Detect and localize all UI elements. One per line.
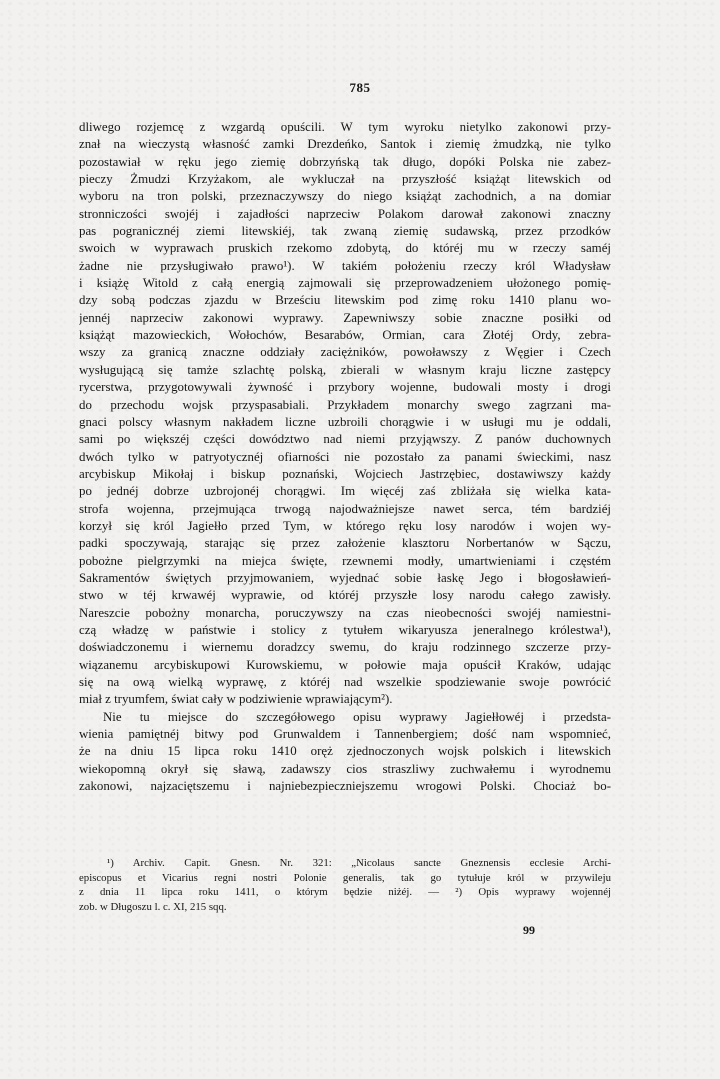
paragraph-end-line: miał z tryumfem, świat cały w podziwienie wprawiającym²). — [79, 692, 393, 707]
text-line: jennéj naprzeciw zakonowi wyprawy. Zapewniwszy sobie znaczne posiłki od — [79, 310, 611, 325]
text-line: doświadczonemu i wiernemu doradzcy swemu, do kraju rodzinnego szczerze przy- — [79, 640, 611, 655]
text-line: pieczy Żmudzi Krzyżakom, ale wykluczał na przyszłość książąt litewskich od — [79, 172, 611, 187]
footnote-line: ¹) Archiv. Capit. Gnesn. Nr. 321: „Nicolaus sancte Gneznensis ecclesie Archi- — [107, 857, 611, 869]
text-line: strofa wojenna, przejmująca trwogą najodważniejsze nawet serca, tém bardziéj — [79, 501, 611, 516]
text-line: i książę Witold z całą energią zajmowali się przeprowadzeniem ułożonego pomię- — [79, 276, 611, 291]
text-line: wszy za granicą znaczne oddziały zaciężników, powoławszy z Węgier i Czech — [79, 345, 611, 360]
text-line: zakonowi, najzaciętszemu i najniebezpieczniejszemu wrogowi Polski. Chociaż bo- — [79, 779, 611, 794]
text-line: stronniczości swojéj i zajadłości naprzeciw Polakom darował zakonowi znaczny — [79, 206, 611, 221]
text-line: czą władzę w państwie i stolicy z tytułem wikaryusza jeneralnego królestwa¹), — [79, 622, 611, 637]
text-line: znał na wieczystą własność zamki Drezdeńko, Santok i ziemię żmudzką, nie tylko — [79, 137, 611, 152]
paragraph-start-line: Nie tu miejsce do szczegółowego opisu wyprawy Jagiełłowéj i przedsta- — [103, 709, 611, 724]
page-number: 785 — [349, 80, 371, 95]
text-line: Sakramentów świętych przyjmowaniem, wyjednać sobie łaskę Jego i błogosławień- — [79, 570, 611, 585]
text-line: dliwego rozjemcę z wzgardą opuścili. W tym wyroku nietylko zakonowi przy- — [79, 120, 611, 134]
footnote-line: zob. w Długoszu l. c. XI, 215 sqq. — [79, 900, 227, 913]
printer-signature-mark: 99 — [523, 923, 535, 937]
text-line: korzył się król Jagiełło przed Tym, w którego ręku losy narodów i wojen wy- — [79, 518, 611, 533]
footnote-line: z dnia 11 lipca roku 1411, o którym będzie niżéj. — ²) Opis wyprawy wojennéj — [79, 886, 611, 898]
text-line: żadne nie przysługiwało prawo¹). W takiém położeniu rzeczy król Władysław — [79, 258, 611, 273]
text-line: wienia pamiętnéj bitwy pod Grunwaldem i Tannenbergiem; dość nam wspomnieć, — [79, 727, 611, 742]
text-line: wiekopomną okrył się sławą, zadawszy cios straszliwy zuchwałemu i wyrodnemu — [79, 761, 611, 776]
text-line: padki spoczywają, starając się przez założenie klasztoru Norbertanów w Sączu, — [79, 536, 611, 551]
text-line: książąt mazowieckich, Wołochów, Besarabów, Ormian, cara Złotéj Ordy, zebra- — [79, 328, 611, 343]
text-line: dwóch tylko w patryotycznéj ofiarności nie pozostało za panami świeckimi, nasz — [79, 449, 611, 464]
text-line: pobożne pielgrzymki na miejca święte, rzewnemi modły, umartwieniami i częstém — [79, 553, 611, 568]
text-line: arcybiskup Mikołaj i biskup poznański, Wojciech Jastrzębiec, dostawiwszy każdy — [79, 466, 611, 481]
text-line: po jednéj dobrze uzbrojonéj chorągwi. Im więcéj zaś zbliżała się wielka kata- — [79, 484, 611, 499]
text-line: sami po większéj części dowództwo nad niemi przyjąwszy. Z panów duchownych — [79, 432, 611, 447]
text-line: pas pogranicznéj ziemi litewskiéj, tak zwaną ziemię sudawską, przez przodków — [79, 224, 611, 239]
footnote-line: episcopus et Vicarius regni nostri Polonie generalis, tak go tytułuje król w przywileju — [79, 871, 611, 884]
text-line: Nareszcie pobożny monarcha, poruczywszy na czas nieobecności swojéj namiestni- — [79, 605, 611, 620]
text-line: wiązanemu arcybiskupowi Kurowskiemu, w połowie maja opuścił Kraków, udając — [79, 657, 611, 672]
text-line: pozostawiał w ręku jego ziemię dobrzyńską tak długo, dopóki Polska nie zabez- — [79, 154, 611, 169]
footnotes — [79, 856, 611, 914]
text-line: wysługującą się tamże szlachtę polską, zbierali w własnym kraju liczne zastępcy — [79, 362, 611, 377]
text-line: rycerstwa, przygotowywali żywność i przybory wojenne, budowali mosty i drogi — [79, 380, 611, 395]
text-line: że na dniu 15 lipca roku 1410 oręż zjednoczonych wojsk polskich i litewskich — [79, 744, 611, 759]
text-line: swoich w wyprawach pruskich rzekomo zdobytą, do któréj mu w rzeczy saméj — [79, 241, 611, 256]
body-text — [79, 119, 611, 795]
text-line: się na ową wielką wyprawę, z któréj nad wszelkie spodziewanie swoje powrócić — [79, 675, 611, 689]
text-line: gnaci polscy własnym nakładem liczne uzbroili chorągwie i w usługi mu je oddali, — [79, 414, 611, 429]
text-line: dzy sobą podczas zjazdu w Brześciu litewskim pod zimę roku 1410 planu wo- — [79, 293, 611, 308]
text-line: wyboru na tron polski, przeznaczywszy do niego książąt zachodnich, a na domiar — [79, 189, 611, 204]
text-line: do przechodu wojsk przyspasabiali. Przykładem monarchy swego zagrzani ma- — [79, 397, 611, 412]
text-line: stwo w téj krwawéj wyprawie, od któréj przyszłe losy narodu całego zawisły. — [79, 588, 611, 603]
